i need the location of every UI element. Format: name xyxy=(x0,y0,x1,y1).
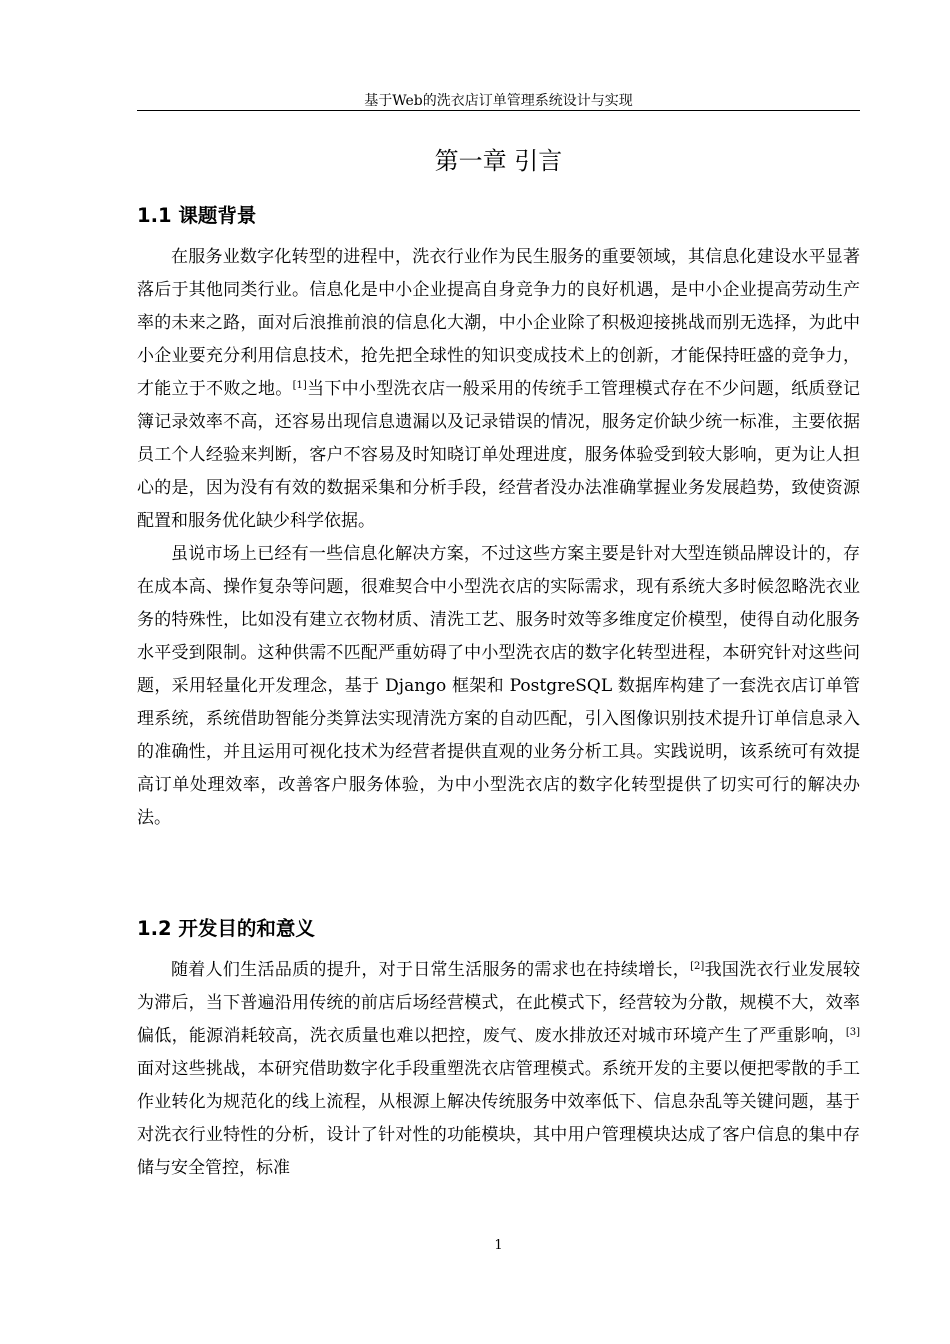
citation-ref: [2] xyxy=(690,961,705,972)
section-1-1-body xyxy=(137,241,860,835)
header-rule xyxy=(137,110,860,111)
citation-ref: [3] xyxy=(845,1027,860,1038)
citation-ref: [1] xyxy=(292,380,307,391)
section-1-2-body xyxy=(137,954,860,1185)
paragraph: 在服务业数字化转型的进程中，洗衣行业作为民生服务的重要领域，其信息化建设水平显著落后于其他同类行业。信息化是中小企业提高自身竞争力的良好机遇，是中小企业提高劳动生产率的未来之路，面对后浪推前浪的信息化大潮，中小企业除了积极迎接挑战而别无选择，为此中小企业要充分利用信息技术，抢先把全球性的知识变成技术上的创新，才能保持旺盛的竞争力，才能立于不败之地。[1]当下中小型洗衣店一般采用的传统手工管理模式存在不少问题，纸质登记簿记录效率不高，还容易出现信息遗漏以及记录错误的情况，服务定价缺少统一标准，主要依据员工个人经验来判断，客户不容易及时知晓订单处理进度，服务体验受到较大影响，更为让人担心的是，因为没有有效的数据采集和分析手段，经营者没办法准确掌握业务发展趋势，致使资源配置和服务优化缺少科学依据。 xyxy=(137,247,861,531)
paragraph: 虽说市场上已经有一些信息化解决方案，不过这些方案主要是针对大型连锁品牌设计的，存在成本高、操作复杂等问题，很难契合中小型洗衣店的实际需求，现有系统大多时候忽略洗衣业务的特殊性，比如没有建立衣物材质、清洗工艺、服务时效等多维度定价模型，使得自动化服务水平受到限制。这种供需不匹配严重妨碍了中小型洗衣店的数字化转型进程，本研究针对这些问题，采用轻量化开发理念，基于 Django 框架和 PostgreSQL 数据库构建了一套洗衣店订单管理系统，系统借助智能分类算法实现清洗方案的自动匹配，引入图像识别技术提升订单信息录入的准确性，并且运用可视化技术为经营者提供直观的业务分析工具。实践说明，该系统可有效提高订单处理效率，改善客户服务体验，为中小型洗衣店的数字化转型提供了切实可行的解决办法。 xyxy=(137,544,860,828)
running-header: 基于Web的洗衣店订单管理系统设计与实现 xyxy=(364,93,633,109)
chapter-title: 第一章 引言 xyxy=(434,147,563,175)
section-title-1-2: 1.2 开发目的和意义 xyxy=(137,917,315,940)
paragraph: 随着人们生活品质的提升，对于日常生活服务的需求也在持续增长，[2]我国洗衣行业发展较为滞后，当下普遍沿用传统的前店后场经营模式，在此模式下，经营较为分散，规模不大，效率偏低，能源消耗较高，洗衣质量也难以把控，废气、废水排放还对城市环境产生了严重影响，[3]面对这些挑战，本研究借助数字化手段重塑洗衣店管理模式。系统开发的主要以便把零散的手工作业转化为规范化的线上流程，从根源上解决传统服务中效率低下、信息杂乱等关键问题，基于对洗衣行业特性的分析，设计了针对性的功能模块，其中用户管理模块达成了客户信息的集中存储与安全管控，标准 xyxy=(137,960,861,1178)
section-title-1-1: 1.1 课题背景 xyxy=(137,204,257,227)
page-number: 1 xyxy=(494,1238,503,1253)
